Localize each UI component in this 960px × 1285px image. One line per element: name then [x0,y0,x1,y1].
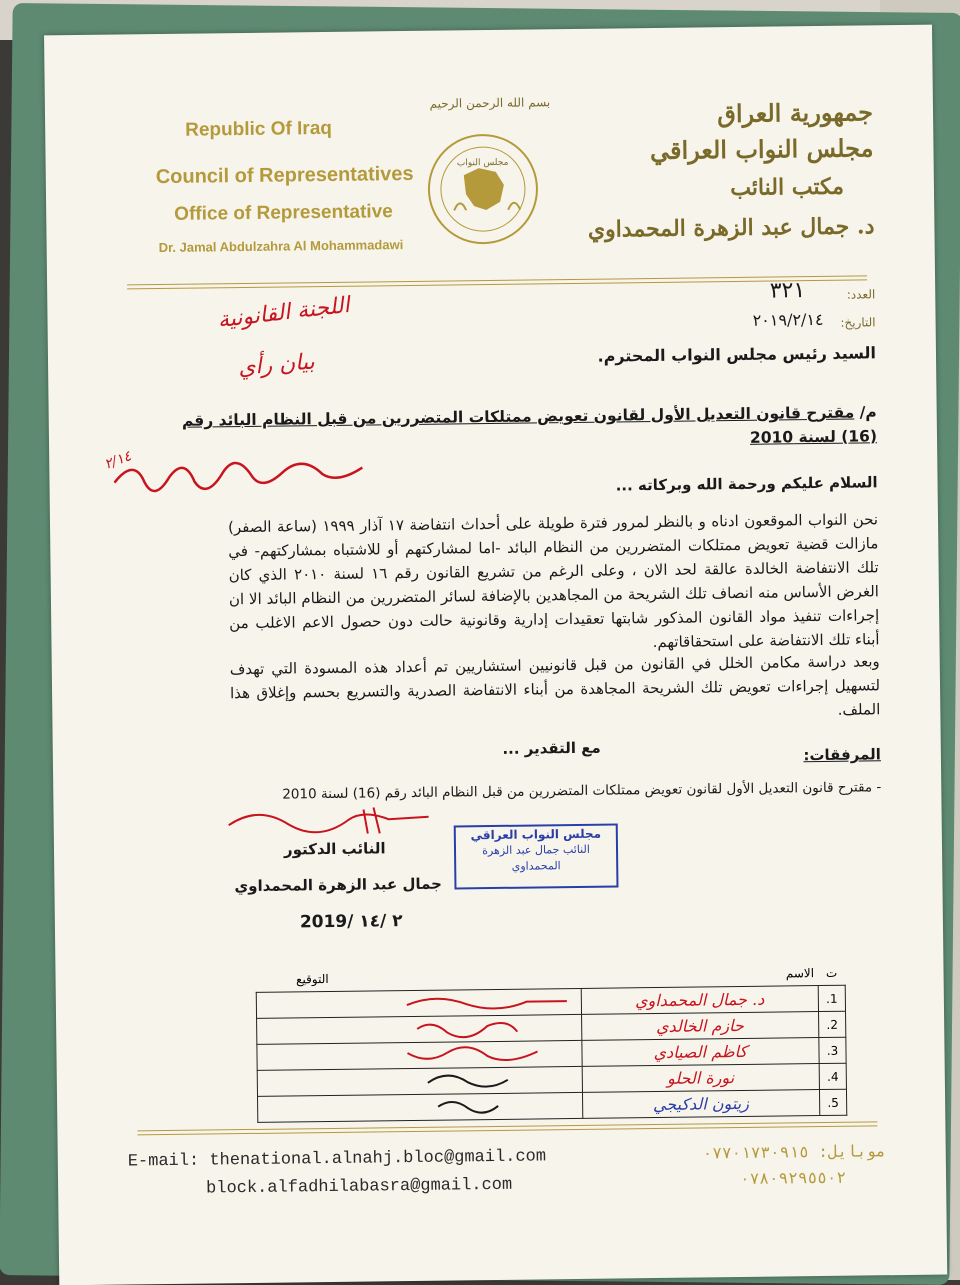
row-signature [256,988,581,1018]
footer-phone-2: ٠٧٨٠٩٢٩٥٥٠٢ [739,1167,847,1189]
row-signature [257,1040,582,1070]
signatory-date: 2019/ ٢ /١٤ [299,911,403,933]
row-signature-scribble [397,1067,577,1091]
header-ar-office: مكتب النائب [730,173,845,202]
handwritten-date: ٢/١٤ [102,448,134,473]
number-value: ٣٢١ [769,278,806,304]
footer-divider [137,1121,877,1135]
body-paragraph-2: وبعد دراسة مكامن الخلل في القانون من قبل قانونيين استشاريين تم أعداد هذه المسودة التي تهدف لتسهيل إجراءات تعويض تلك الشريحة المجاهدة من أبناء الانتفاضة الصدرية والتسريع بحسم وإغلاق هذا الملف. [229,652,881,719]
header-en-name: Dr. Jamal Abdulzahra Al Mohammadawi [158,237,404,256]
stamp-line1: مجلس النواب العراقي [470,826,602,843]
date-label: التاريخ: [840,315,876,330]
body-paragraph-1: نحن النواب الموقعون ادناه و بالنظر لمرور فترة طويلة على أحداث انتفاضة ١٧ آذار ١٩٩٩ (ساعة الصفر) مازالت قضية تعويض ممتلكات المتضررين من النظام البائد -اما لمشاركتهم أو للاشتباه بمشاركتهم- في تلك الانتفاضة الخالدة عالقة لحد الان ، وعلى الرغم من تشريع القانون رقم ١٦ لسنة ٢٠١٠ الذي كان الغرض الأساس منه انصاف تلك الشريحة من المجاهدين بالإضافة لسائر المتضررين من النظام البائد الا ان إجراءات تنفيذ مواد القانون المذكور شابتها تعقيدات إدارية وقانونية حالت دون حصول الاعم الاغلب من أبناء تلك الانتفاضة على استحقاقاتهم. [227,510,880,652]
row-signature-scribble [396,989,576,1013]
footer-email-1: E-mail: thenational.alnahj.bloc@gmail.com [127,1147,547,1172]
attachments-label: المرفقات: [803,745,881,765]
header-divider [127,275,867,289]
row-name: حازم الخالدي [581,1012,819,1041]
footer-mobile-label: موبايل: [818,1141,886,1162]
parliament-seal-logo [423,129,542,248]
official-stamp [454,823,619,889]
subject-line2: (16) لسنة 2010 [749,427,878,447]
footer-phone-1: ٠٧٧٠١٧٣٠٩١٥ [702,1142,809,1163]
row-signature-scribble [397,1041,577,1065]
subject-line1: مقترح قانون التعديل الأول لقانون تعويض ممتلكات المتضررين من قبل النظام البائد رقم [181,403,855,430]
signatory-signature [223,801,433,844]
header-en-office: Office of Representative [174,201,393,225]
seal-text: مجلس النواب [456,157,509,169]
row-signature [258,1092,583,1122]
basmala: بسم الله الرحمن الرحيم [429,95,551,111]
header-en-republic: Republic Of Iraq [185,117,333,141]
row-num: 3. [819,1037,846,1063]
row-signature [257,1014,582,1044]
row-num: 5. [819,1089,846,1115]
row-name: د. جمال المحمداوي [581,986,819,1015]
row-name: زيتون الدكيجي [582,1090,820,1119]
header-en-council: Council of Representatives [155,162,414,189]
table-header-num: ت [825,965,838,980]
subject [157,400,878,457]
signatories-table [255,961,847,1123]
addressee: السيد رئيس مجلس النواب المحترم. [597,343,877,366]
number-label: العدد: [846,287,876,302]
header-ar-republic: جمهورية العراق [717,97,874,129]
closing: مع التقدير ... [502,738,601,758]
row-num: 1. [818,985,845,1011]
row-signature [257,1066,582,1096]
stamp-line2: النائب جمال عبد الزهرة المحمداوي [482,842,590,873]
header-ar-name: د. جمال عبد الزهرة المحمداوي [587,213,875,243]
header-ar-council: مجلس النواب العراقي [649,133,874,166]
row-name: نورة الحلو [582,1064,820,1093]
signatory-title: النائب الدكتور [283,839,386,859]
row-num: 2. [819,1011,846,1037]
attachment-item: - مقترح قانون التعديل الأول لقانون تعويض ممتلكات المتضررين من قبل النظام البائد رقم (16) لسنة 2010 [282,779,882,803]
handwritten-committee-note: اللجنة القانونية [216,292,351,334]
table-header-name: الاسم [785,966,815,981]
subject-prefix: م/ [859,403,877,422]
row-name: كاظم الصيادي [581,1038,819,1067]
row-signature-scribble [397,1015,577,1039]
letter-document [44,25,947,1285]
date-value: ٢٠١٩/٢/١٤ [752,309,824,330]
handwritten-signature-scribble [109,449,370,502]
footer-phone-line [703,1141,886,1162]
signatory-name: جمال عبد الزهرة المحمداوي [234,874,443,896]
table-header-signature: التوقيع [295,972,329,987]
handwritten-opinion-note: بيان رأي [237,349,316,381]
footer-email-2: block.alfadhilabasra@gmail.com [206,1175,513,1199]
row-signature-scribble [398,1093,578,1117]
row-num: 4. [819,1063,846,1089]
greeting: السلام عليكم ورحمة الله وبركاته ... [615,473,878,495]
